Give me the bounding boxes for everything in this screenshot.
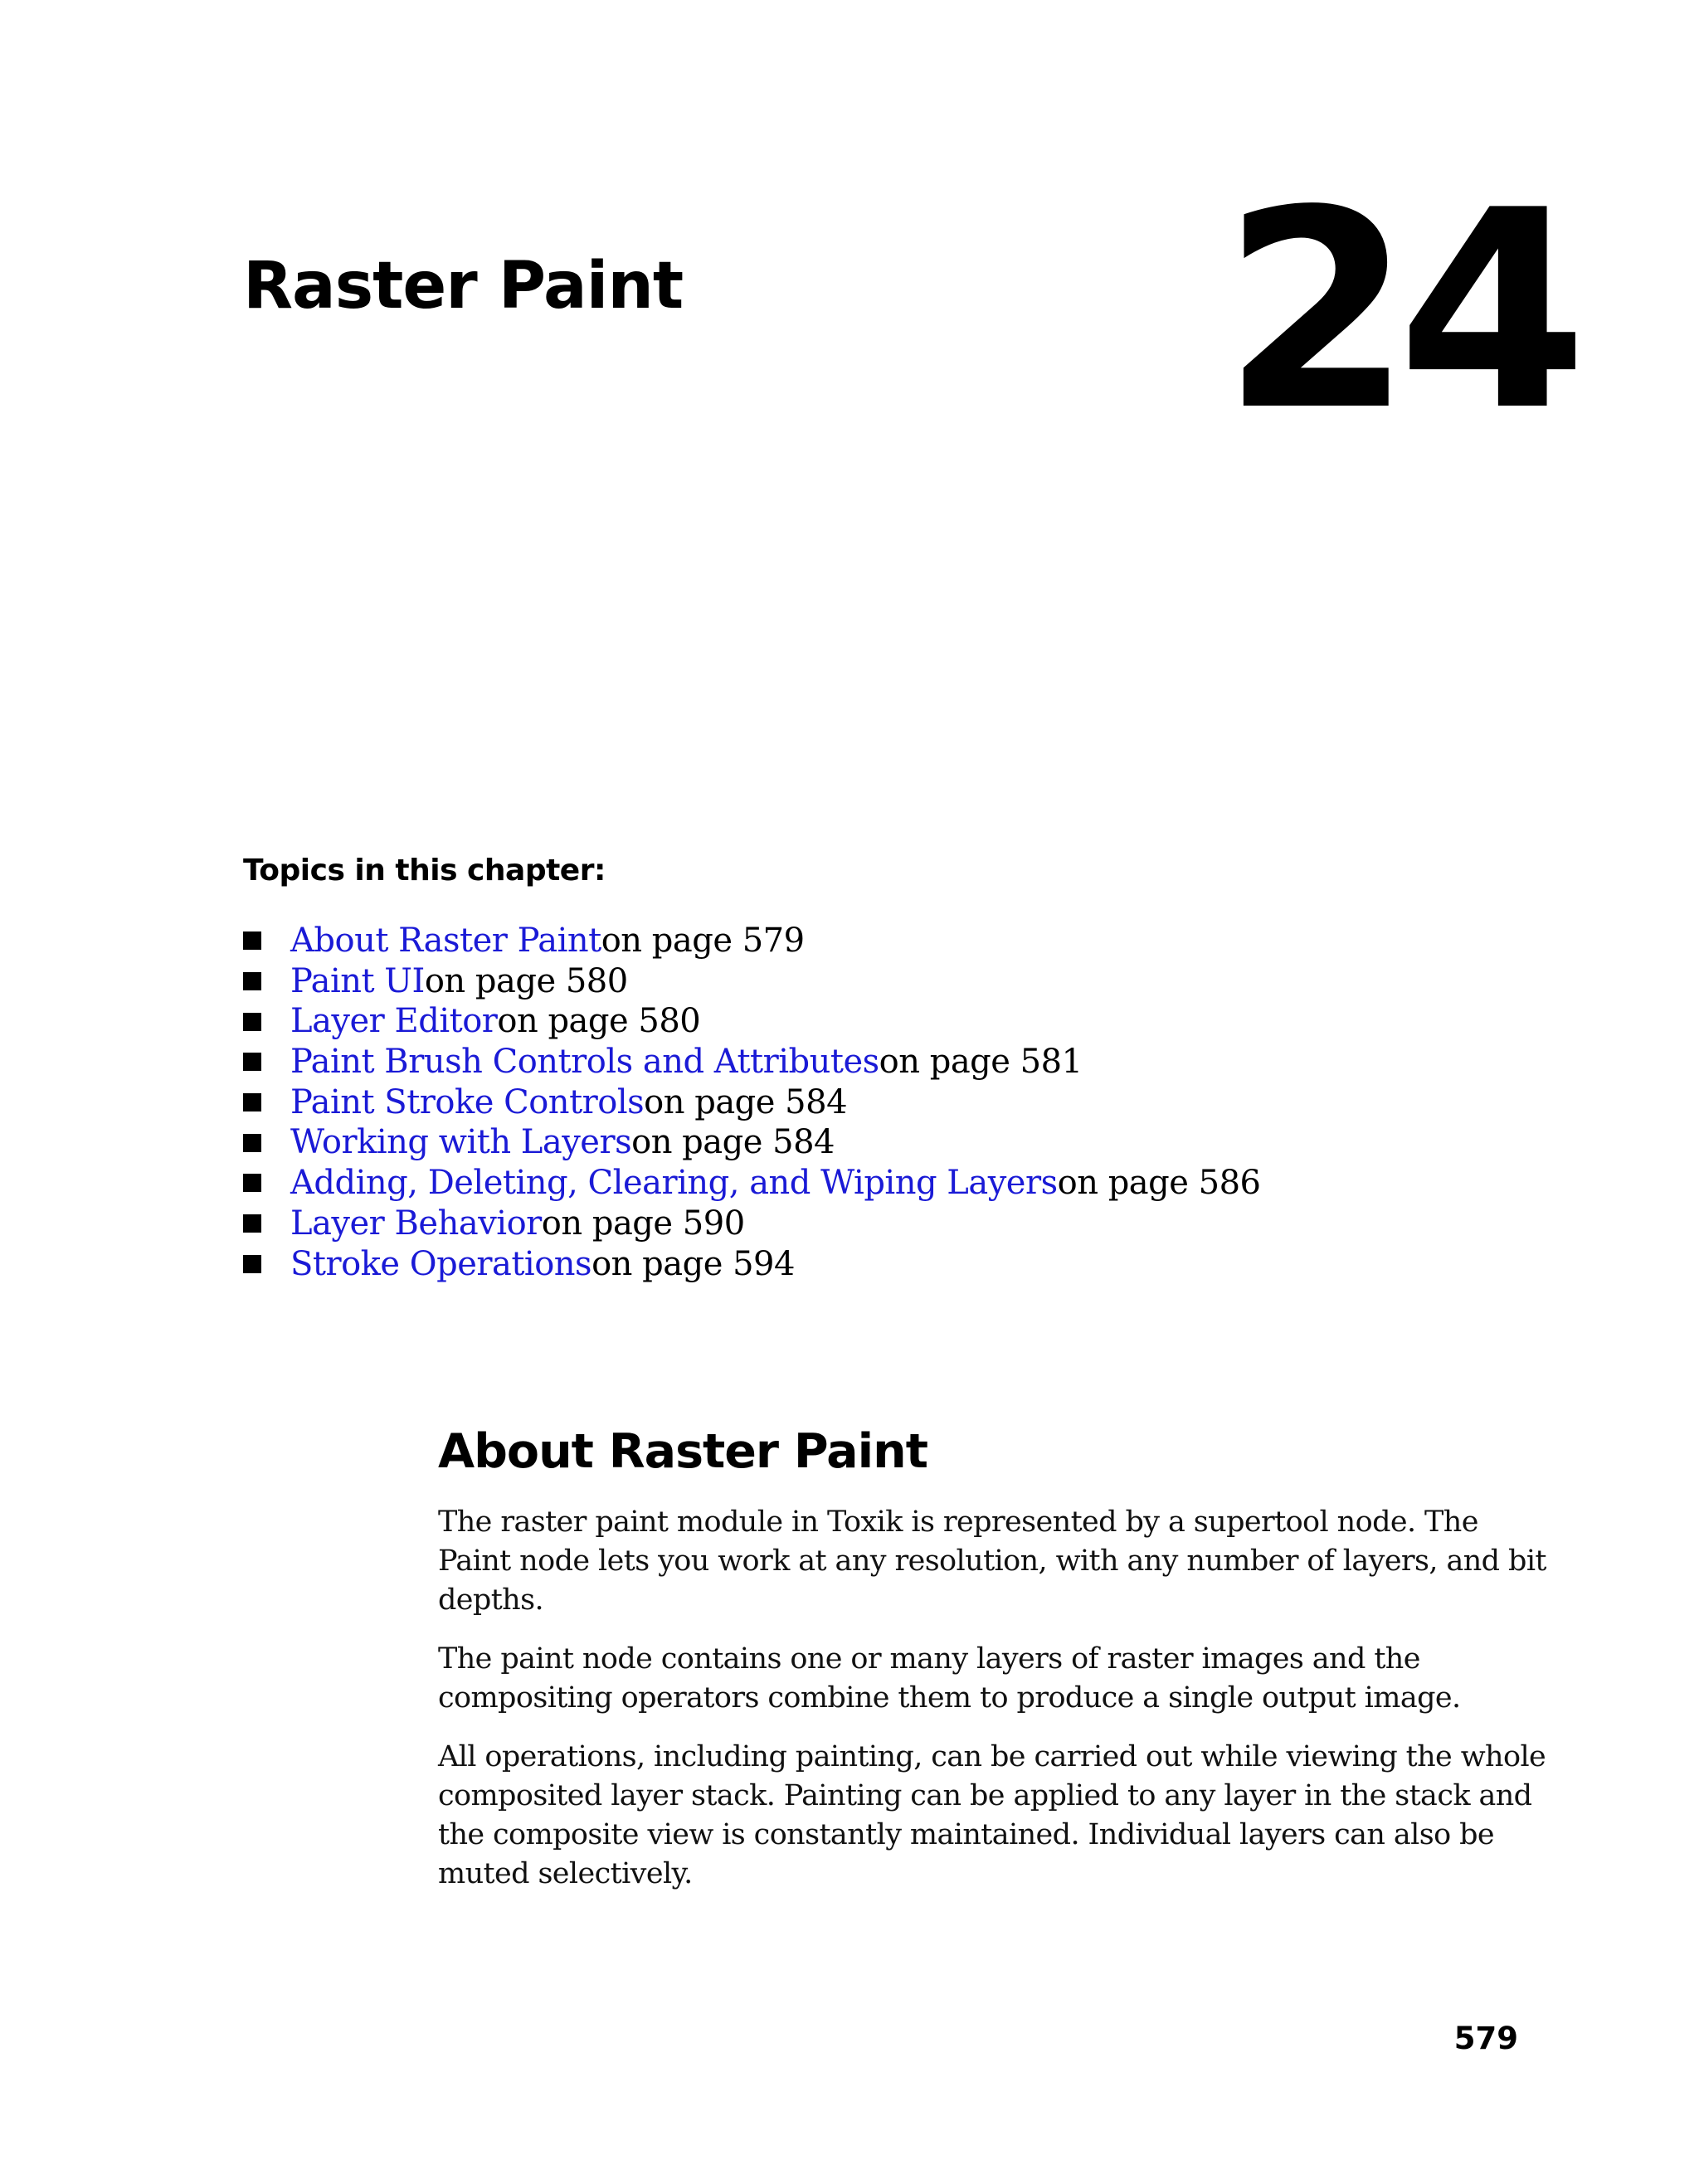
body-paragraph: The raster paint module in Toxik is represented by a supertool node. The Paint node lets you work at any resolution, with any number of layers, and bit depths. (438, 1505, 1546, 1617)
list-item (243, 961, 1261, 1002)
list-item (243, 921, 1261, 961)
square-bullet-icon (243, 1013, 261, 1031)
topic-link-stroke-operations[interactable]: Stroke Operations (290, 1244, 592, 1283)
section-body (438, 1503, 1550, 1914)
square-bullet-icon (243, 972, 261, 990)
list-item (243, 1082, 1261, 1123)
list-item (243, 1042, 1261, 1082)
list-item (243, 1001, 1261, 1042)
body-paragraph: All operations, including painting, can be carried out while viewing the whole composited layer stack. Painting can be applied to any layer in the stack and the composite view is constantly maintained. Individual layers can also be muted selectively. (438, 1740, 1546, 1890)
page-number: 579 (1453, 2021, 1518, 2056)
list-item (243, 1163, 1261, 1204)
topic-page-ref: on page 584 (631, 1123, 835, 1162)
topic-link-paint-brush-controls[interactable]: Paint Brush Controls and Attributes (290, 1043, 879, 1082)
square-bullet-icon (243, 1255, 261, 1273)
square-bullet-icon (243, 1093, 261, 1111)
topic-page-ref: on page 579 (601, 922, 805, 960)
square-bullet-icon (243, 1053, 261, 1071)
topic-page-ref: on page 580 (497, 1002, 701, 1041)
topic-link-layer-editor[interactable]: Layer Editor (290, 1002, 498, 1041)
topic-link-layer-behavior[interactable]: Layer Behavior (290, 1204, 542, 1243)
topic-link-about-raster-paint[interactable]: About Raster Paint (290, 922, 601, 960)
topic-link-adding-deleting-layers[interactable]: Adding, Deleting, Clearing, and Wiping Layers (290, 1164, 1058, 1203)
topics-heading: Topics in this chapter: (243, 854, 606, 888)
topic-page-ref: on page 581 (879, 1043, 1083, 1082)
topics-list (243, 921, 1261, 1284)
chapter-title: Raster Paint (243, 249, 684, 323)
square-bullet-icon (243, 931, 261, 950)
square-bullet-icon (243, 1214, 261, 1233)
topic-page-ref: on page 594 (591, 1244, 795, 1283)
chapter-number: 24 (1221, 152, 1573, 470)
square-bullet-icon (243, 1134, 261, 1152)
topic-page-ref: on page 590 (541, 1204, 745, 1243)
topic-link-paint-ui[interactable]: Paint UI (290, 961, 425, 1000)
topic-page-ref: on page 580 (424, 961, 628, 1000)
topic-page-ref: on page 584 (644, 1082, 848, 1121)
list-item (243, 1122, 1261, 1163)
square-bullet-icon (243, 1174, 261, 1192)
list-item (243, 1244, 1261, 1285)
topic-link-paint-stroke-controls[interactable]: Paint Stroke Controls (290, 1082, 645, 1121)
body-paragraph: The paint node contains one or many layers of raster images and the compositing operators combine them to produce a single output image. (438, 1642, 1461, 1715)
list-item (243, 1204, 1261, 1244)
section-title: About Raster Paint (438, 1424, 927, 1479)
topic-link-working-with-layers[interactable]: Working with Layers (290, 1123, 632, 1162)
topic-page-ref: on page 586 (1057, 1164, 1261, 1203)
